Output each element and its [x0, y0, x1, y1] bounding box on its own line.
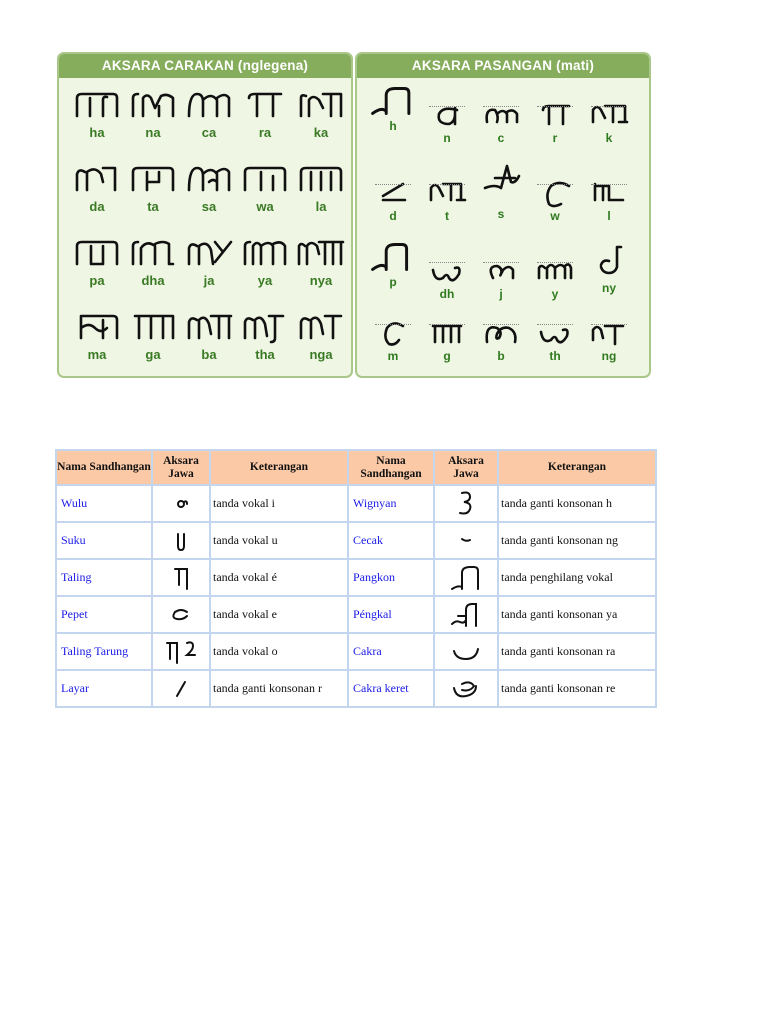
carakan-latin: tha [255, 347, 275, 362]
table-row [56, 596, 656, 633]
carakan-cell [293, 310, 349, 370]
carakan-cell [69, 162, 125, 222]
pasangan-latin: m [387, 349, 399, 363]
pasangan-latin: w [550, 209, 560, 223]
sandhangan-glyph-cell [152, 670, 210, 707]
pasangan-r-glyph [535, 100, 575, 130]
suku-glyph [163, 526, 199, 556]
carakan-latin: pa [89, 273, 105, 288]
carakan-panel [57, 52, 353, 378]
carakan-latin: ma [87, 347, 107, 362]
pasangan-p-glyph [369, 240, 417, 274]
aksara-ta-glyph [129, 162, 177, 198]
carakan-cell [181, 88, 237, 148]
header-nama-sandhangan: Nama Sandhangan [348, 450, 434, 485]
pasangan-cell [527, 318, 583, 368]
pengkal-glyph [448, 600, 484, 630]
pasangan-cell [581, 318, 637, 368]
wignyan-glyph [448, 489, 484, 519]
pasangan-title: AKSARA PASANGAN (mati) [357, 54, 649, 78]
wulu-glyph [163, 489, 199, 519]
carakan-latin: nga [309, 347, 333, 362]
carakan-latin: dha [141, 273, 165, 288]
pasangan-cell [581, 178, 637, 228]
sandhangan-name: Wignyan [348, 485, 434, 522]
carakan-cell [237, 162, 293, 222]
carakan-latin: na [145, 125, 161, 140]
pepet-glyph [163, 600, 199, 630]
pasangan-latin: b [497, 349, 505, 363]
pasangan-d-glyph [373, 178, 413, 208]
carakan-latin: ca [201, 125, 217, 140]
sandhangan-name: Taling Tarung [56, 633, 152, 670]
pasangan-n-glyph [427, 100, 467, 130]
pasangan-latin: dh [439, 287, 455, 301]
pasangan-c-glyph [481, 100, 521, 130]
sandhangan-glyph-cell [434, 485, 498, 522]
layar-glyph [163, 674, 199, 704]
carakan-title: AKSARA CARAKAN (nglegena) [59, 54, 351, 78]
carakan-latin: ka [313, 125, 329, 140]
header-aksara-jawa: Aksara Jawa [152, 450, 210, 485]
pasangan-cell [419, 318, 475, 368]
aksara-nga-glyph [297, 310, 345, 346]
carakan-cell [237, 236, 293, 296]
carakan-cell [69, 88, 125, 148]
pasangan-s-glyph [479, 162, 523, 192]
carakan-latin: wa [256, 199, 274, 214]
aksara-sa-glyph [185, 162, 233, 198]
pasangan-th-glyph [535, 318, 575, 348]
pasangan-cell [473, 256, 529, 306]
carakan-latin: ta [147, 199, 159, 214]
pasangan-cell [365, 240, 421, 290]
table-row [56, 670, 656, 707]
aksara-da-glyph [73, 162, 121, 198]
header-keterangan: Keterangan [498, 450, 656, 485]
carakan-latin: ha [89, 125, 105, 140]
pasangan-ng-glyph [589, 318, 629, 348]
aksara-ha-glyph [73, 88, 121, 124]
sandhangan-desc: tanda vokal i [210, 485, 348, 522]
aksara-ja-glyph [185, 236, 233, 272]
sandhangan-desc: tanda vokal o [210, 633, 348, 670]
sandhangan-glyph-cell [152, 596, 210, 633]
pasangan-latin: j [499, 287, 503, 301]
pasangan-cell [365, 318, 421, 368]
table-row [56, 633, 656, 670]
aksara-dha-glyph [129, 236, 177, 272]
aksara-ba-glyph [185, 310, 233, 346]
pasangan-cell [581, 100, 637, 150]
table-row [56, 559, 656, 596]
pasangan-cell [581, 240, 637, 295]
carakan-cell [125, 162, 181, 222]
pasangan-cell [527, 100, 583, 150]
header-keterangan: Keterangan [210, 450, 348, 485]
aksara-wa-glyph [241, 162, 289, 198]
sandhangan-name: Cakra [348, 633, 434, 670]
aksara-ra-glyph [241, 88, 289, 124]
sandhangan-glyph-cell [152, 522, 210, 559]
pasangan-cell [527, 178, 583, 228]
carakan-latin: ra [258, 125, 272, 140]
carakan-cell [237, 88, 293, 148]
sandhangan-desc: tanda vokal e [210, 596, 348, 633]
sandhangan-desc: tanda ganti konsonan h [498, 485, 656, 522]
carakan-latin: ya [257, 273, 273, 288]
pasangan-latin: g [443, 349, 451, 363]
cakra-glyph [448, 637, 484, 667]
carakan-latin: ga [145, 347, 161, 362]
pasangan-k-glyph [589, 100, 629, 130]
pasangan-latin: ny [601, 281, 616, 295]
aksara-ka-glyph [297, 88, 345, 124]
header-nama-sandhangan: Nama Sandhangan [56, 450, 152, 485]
carakan-cell [293, 236, 349, 296]
sandhangan-table [55, 449, 657, 708]
pasangan-j-glyph [481, 256, 521, 286]
carakan-latin: sa [201, 199, 217, 214]
sandhangan-glyph-cell [152, 633, 210, 670]
aksara-na-glyph [129, 88, 177, 124]
pasangan-dh-glyph [427, 256, 467, 286]
carakan-cell [125, 310, 181, 370]
carakan-cell [181, 310, 237, 370]
aksara-pa-glyph [73, 236, 121, 272]
pasangan-ny-glyph [589, 240, 629, 280]
sandhangan-name: Pepet [56, 596, 152, 633]
carakan-cell [293, 88, 349, 148]
taling-glyph [163, 563, 199, 593]
sandhangan-name: Cakra keret [348, 670, 434, 707]
pasangan-latin: d [389, 209, 397, 223]
pasangan-latin: c [497, 131, 505, 145]
sandhangan-name: Wulu [56, 485, 152, 522]
sandhangan-desc: tanda vokal é [210, 559, 348, 596]
pasangan-cell [473, 318, 529, 368]
aksara-nya-glyph [297, 236, 345, 272]
pasangan-cell [365, 84, 421, 134]
aksara-ya-glyph [241, 236, 289, 272]
carakan-cell [181, 236, 237, 296]
sandhangan-desc: tanda ganti konsonan re [498, 670, 656, 707]
carakan-latin: la [315, 199, 327, 214]
carakan-latin: da [89, 199, 105, 214]
sandhangan-desc: tanda ganti konsonan ya [498, 596, 656, 633]
pasangan-m-glyph [373, 318, 413, 348]
aksara-ca-glyph [185, 88, 233, 124]
pasangan-latin: th [549, 349, 561, 363]
sandhangan-glyph-cell [434, 633, 498, 670]
aksara-tha-glyph [241, 310, 289, 346]
carakan-cell [69, 310, 125, 370]
pasangan-cell [419, 178, 475, 228]
sandhangan-desc: tanda penghilang vokal [498, 559, 656, 596]
pasangan-cell [419, 256, 475, 306]
pasangan-h-glyph [369, 84, 417, 118]
cakra-keret-glyph [448, 674, 484, 704]
sandhangan-name: Pangkon [348, 559, 434, 596]
carakan-latin: ja [203, 273, 215, 288]
pasangan-t-glyph [427, 178, 467, 208]
sandhangan-glyph-cell [434, 522, 498, 559]
pasangan-cell [419, 100, 475, 150]
pasangan-cell [473, 100, 529, 150]
sandhangan-name: Suku [56, 522, 152, 559]
sandhangan-desc: tanda ganti konsonan ng [498, 522, 656, 559]
sandhangan-name: Cecak [348, 522, 434, 559]
carakan-cell [181, 162, 237, 222]
aksara-ga-glyph [129, 310, 177, 346]
pasangan-latin: s [497, 207, 505, 221]
pangkon-glyph [448, 563, 484, 593]
sandhangan-name: Péngkal [348, 596, 434, 633]
sandhangan-glyph-cell [434, 596, 498, 633]
sandhangan-name: Taling [56, 559, 152, 596]
pasangan-latin: l [607, 209, 611, 223]
pasangan-latin: k [605, 131, 613, 145]
sandhangan-glyph-cell [434, 670, 498, 707]
pasangan-latin: t [445, 209, 449, 223]
pasangan-latin: ng [601, 349, 617, 363]
carakan-cell [237, 310, 293, 370]
taling-tarung-glyph [159, 637, 203, 667]
aksara-ma-glyph [73, 310, 121, 346]
cecak-glyph [448, 526, 484, 556]
pasangan-g-glyph [427, 318, 467, 348]
pasangan-w-glyph [535, 178, 575, 208]
carakan-cell [69, 236, 125, 296]
sandhangan-desc: tanda vokal u [210, 522, 348, 559]
table-row [56, 485, 656, 522]
carakan-cell [125, 236, 181, 296]
carakan-latin: ba [201, 347, 217, 362]
sandhangan-glyph-cell [152, 485, 210, 522]
sandhangan-desc: tanda ganti konsonan ra [498, 633, 656, 670]
sandhangan-desc: tanda ganti konsonan r [210, 670, 348, 707]
pasangan-cell [365, 178, 421, 228]
carakan-latin: nya [309, 273, 333, 288]
pasangan-cell [527, 256, 583, 306]
pasangan-b-glyph [481, 318, 521, 348]
carakan-cell [125, 88, 181, 148]
pasangan-latin: y [551, 287, 559, 301]
pasangan-cell [473, 162, 529, 221]
pasangan-panel [355, 52, 651, 378]
header-aksara-jawa: Aksara Jawa [434, 450, 498, 485]
sandhangan-name: Layar [56, 670, 152, 707]
sandhangan-glyph-cell [152, 559, 210, 596]
pasangan-latin: n [443, 131, 451, 145]
pasangan-latin: r [552, 131, 558, 145]
sandhangan-glyph-cell [434, 559, 498, 596]
aksara-la-glyph [297, 162, 345, 198]
carakan-cell [293, 162, 349, 222]
pasangan-latin: p [389, 275, 397, 289]
table-header-row [56, 450, 656, 485]
pasangan-y-glyph [535, 256, 575, 286]
pasangan-l-glyph [589, 178, 629, 208]
table-row [56, 522, 656, 559]
pasangan-latin: h [389, 119, 397, 133]
